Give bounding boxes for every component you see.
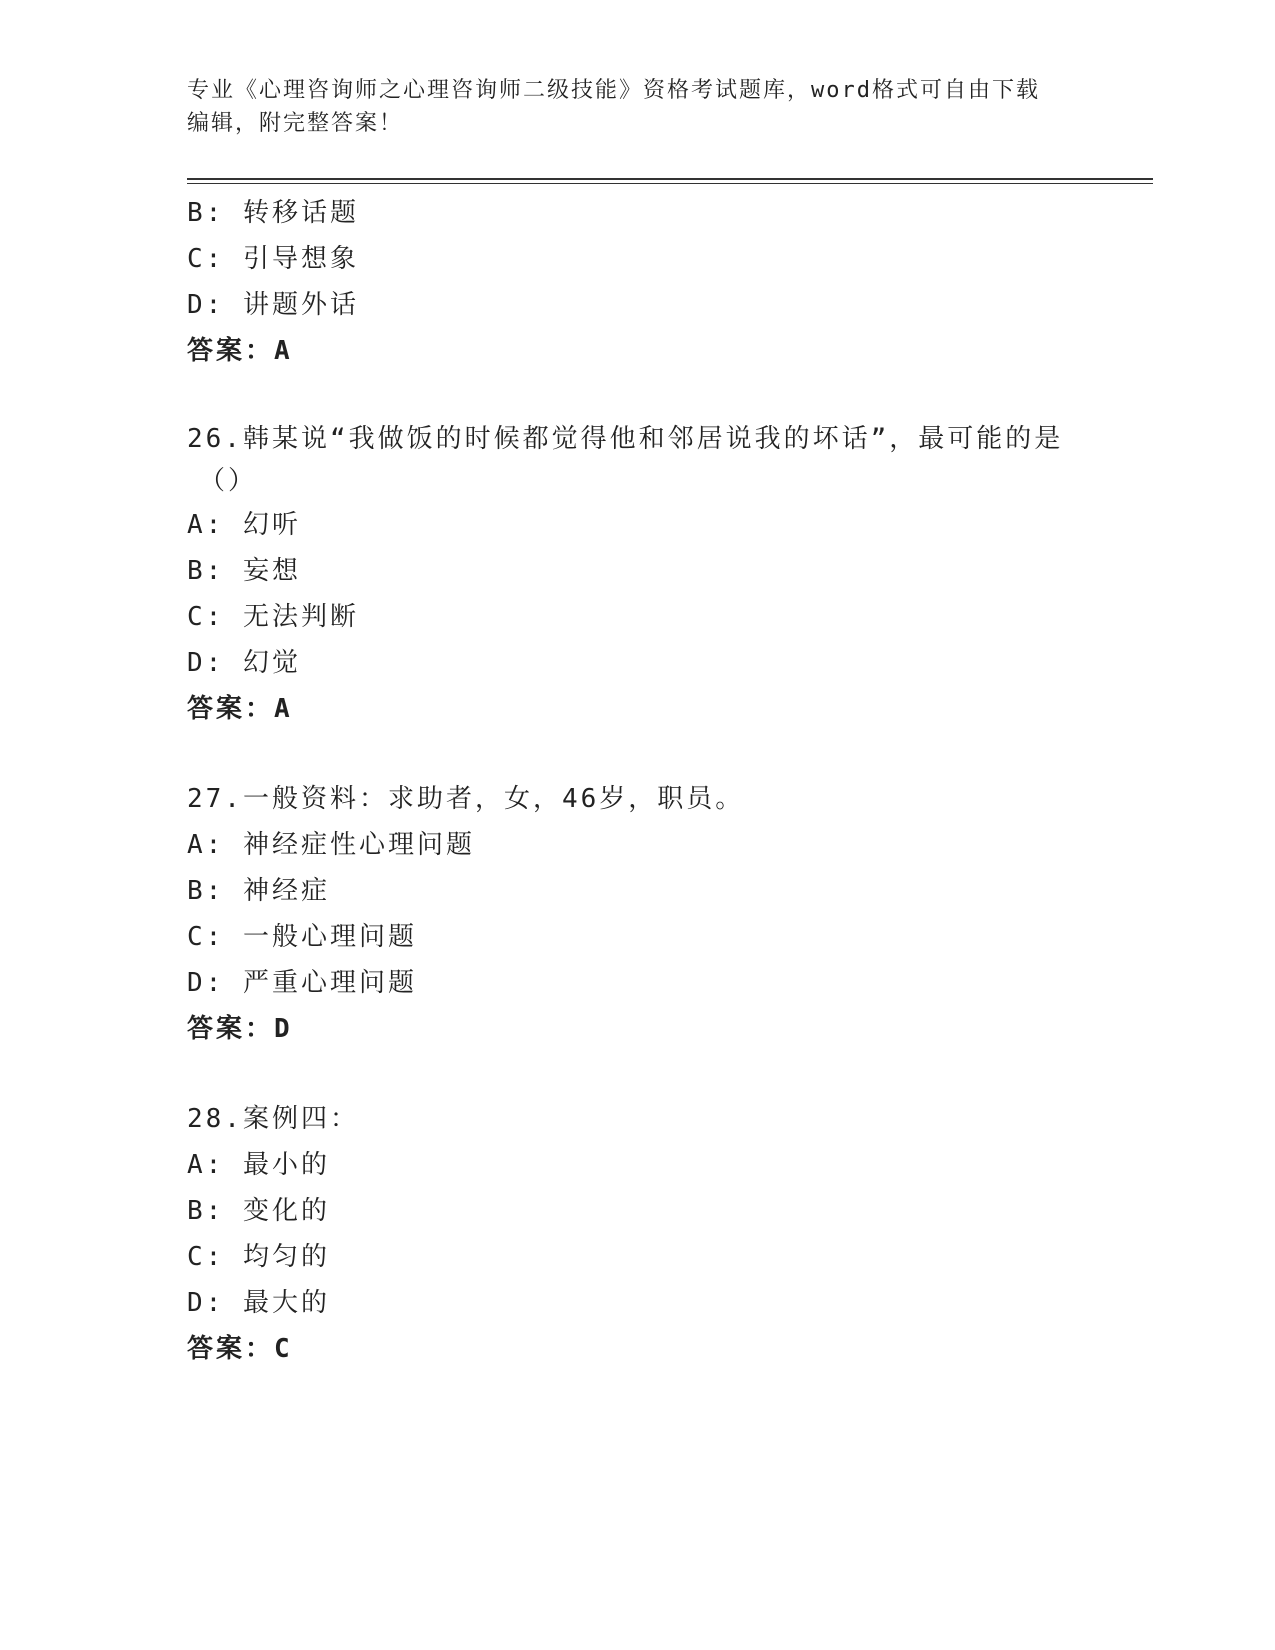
option-c: C: 一般心理问题 bbox=[187, 922, 417, 952]
question-list bbox=[187, 190, 1087, 1372]
option-c: C: 均匀的 bbox=[187, 1242, 330, 1272]
option-b: B: 神经症 bbox=[187, 876, 330, 906]
option-d: D: 最大的 bbox=[187, 1288, 330, 1318]
option-b: B: 转移话题 bbox=[187, 198, 359, 228]
option-b: B: 妄想 bbox=[187, 556, 301, 586]
option-d: D: 严重心理问题 bbox=[187, 968, 417, 998]
option-a: A: 最小的 bbox=[187, 1150, 330, 1180]
question-26 bbox=[187, 418, 1087, 732]
question-25-continued bbox=[187, 190, 1087, 374]
option-b: B: 变化的 bbox=[187, 1196, 330, 1226]
answer-label: 答案：A bbox=[187, 694, 293, 724]
question-27 bbox=[187, 776, 1087, 1052]
option-d: D: 幻觉 bbox=[187, 648, 301, 678]
spacer bbox=[187, 374, 1087, 418]
header-divider-thin bbox=[187, 183, 1153, 184]
question-stem: 28.案例四： bbox=[187, 1104, 359, 1134]
question-stem: 26.韩某说“我做饭的时候都觉得他和邻居说我的坏话”，最可能的是 bbox=[187, 424, 1064, 454]
question-stem: 27.一般资料：求助者，女，46岁，职员。 bbox=[187, 784, 745, 814]
question-text bbox=[187, 418, 1087, 502]
answer-label: 答案：D bbox=[187, 1014, 293, 1044]
header-line-2: 编辑，附完整答案！ bbox=[187, 111, 404, 136]
question-blank: （） bbox=[199, 466, 258, 496]
option-c: C: 引导想象 bbox=[187, 244, 359, 274]
answer-label: 答案：A bbox=[187, 336, 293, 366]
option-a: A: 神经症性心理问题 bbox=[187, 830, 475, 860]
spacer bbox=[187, 1052, 1087, 1096]
answer-label: 答案：C bbox=[187, 1334, 293, 1364]
header-line-1: 专业《心理咨询师之心理咨询师二级技能》资格考试题库，word格式可自由下载 bbox=[187, 78, 1040, 103]
option-c: C: 无法判断 bbox=[187, 602, 359, 632]
option-d: D: 讲题外话 bbox=[187, 290, 359, 320]
spacer bbox=[187, 732, 1087, 776]
option-a: A: 幻听 bbox=[187, 510, 301, 540]
question-28 bbox=[187, 1096, 1087, 1372]
header-divider-thick bbox=[187, 178, 1153, 180]
document-header bbox=[187, 74, 1067, 140]
